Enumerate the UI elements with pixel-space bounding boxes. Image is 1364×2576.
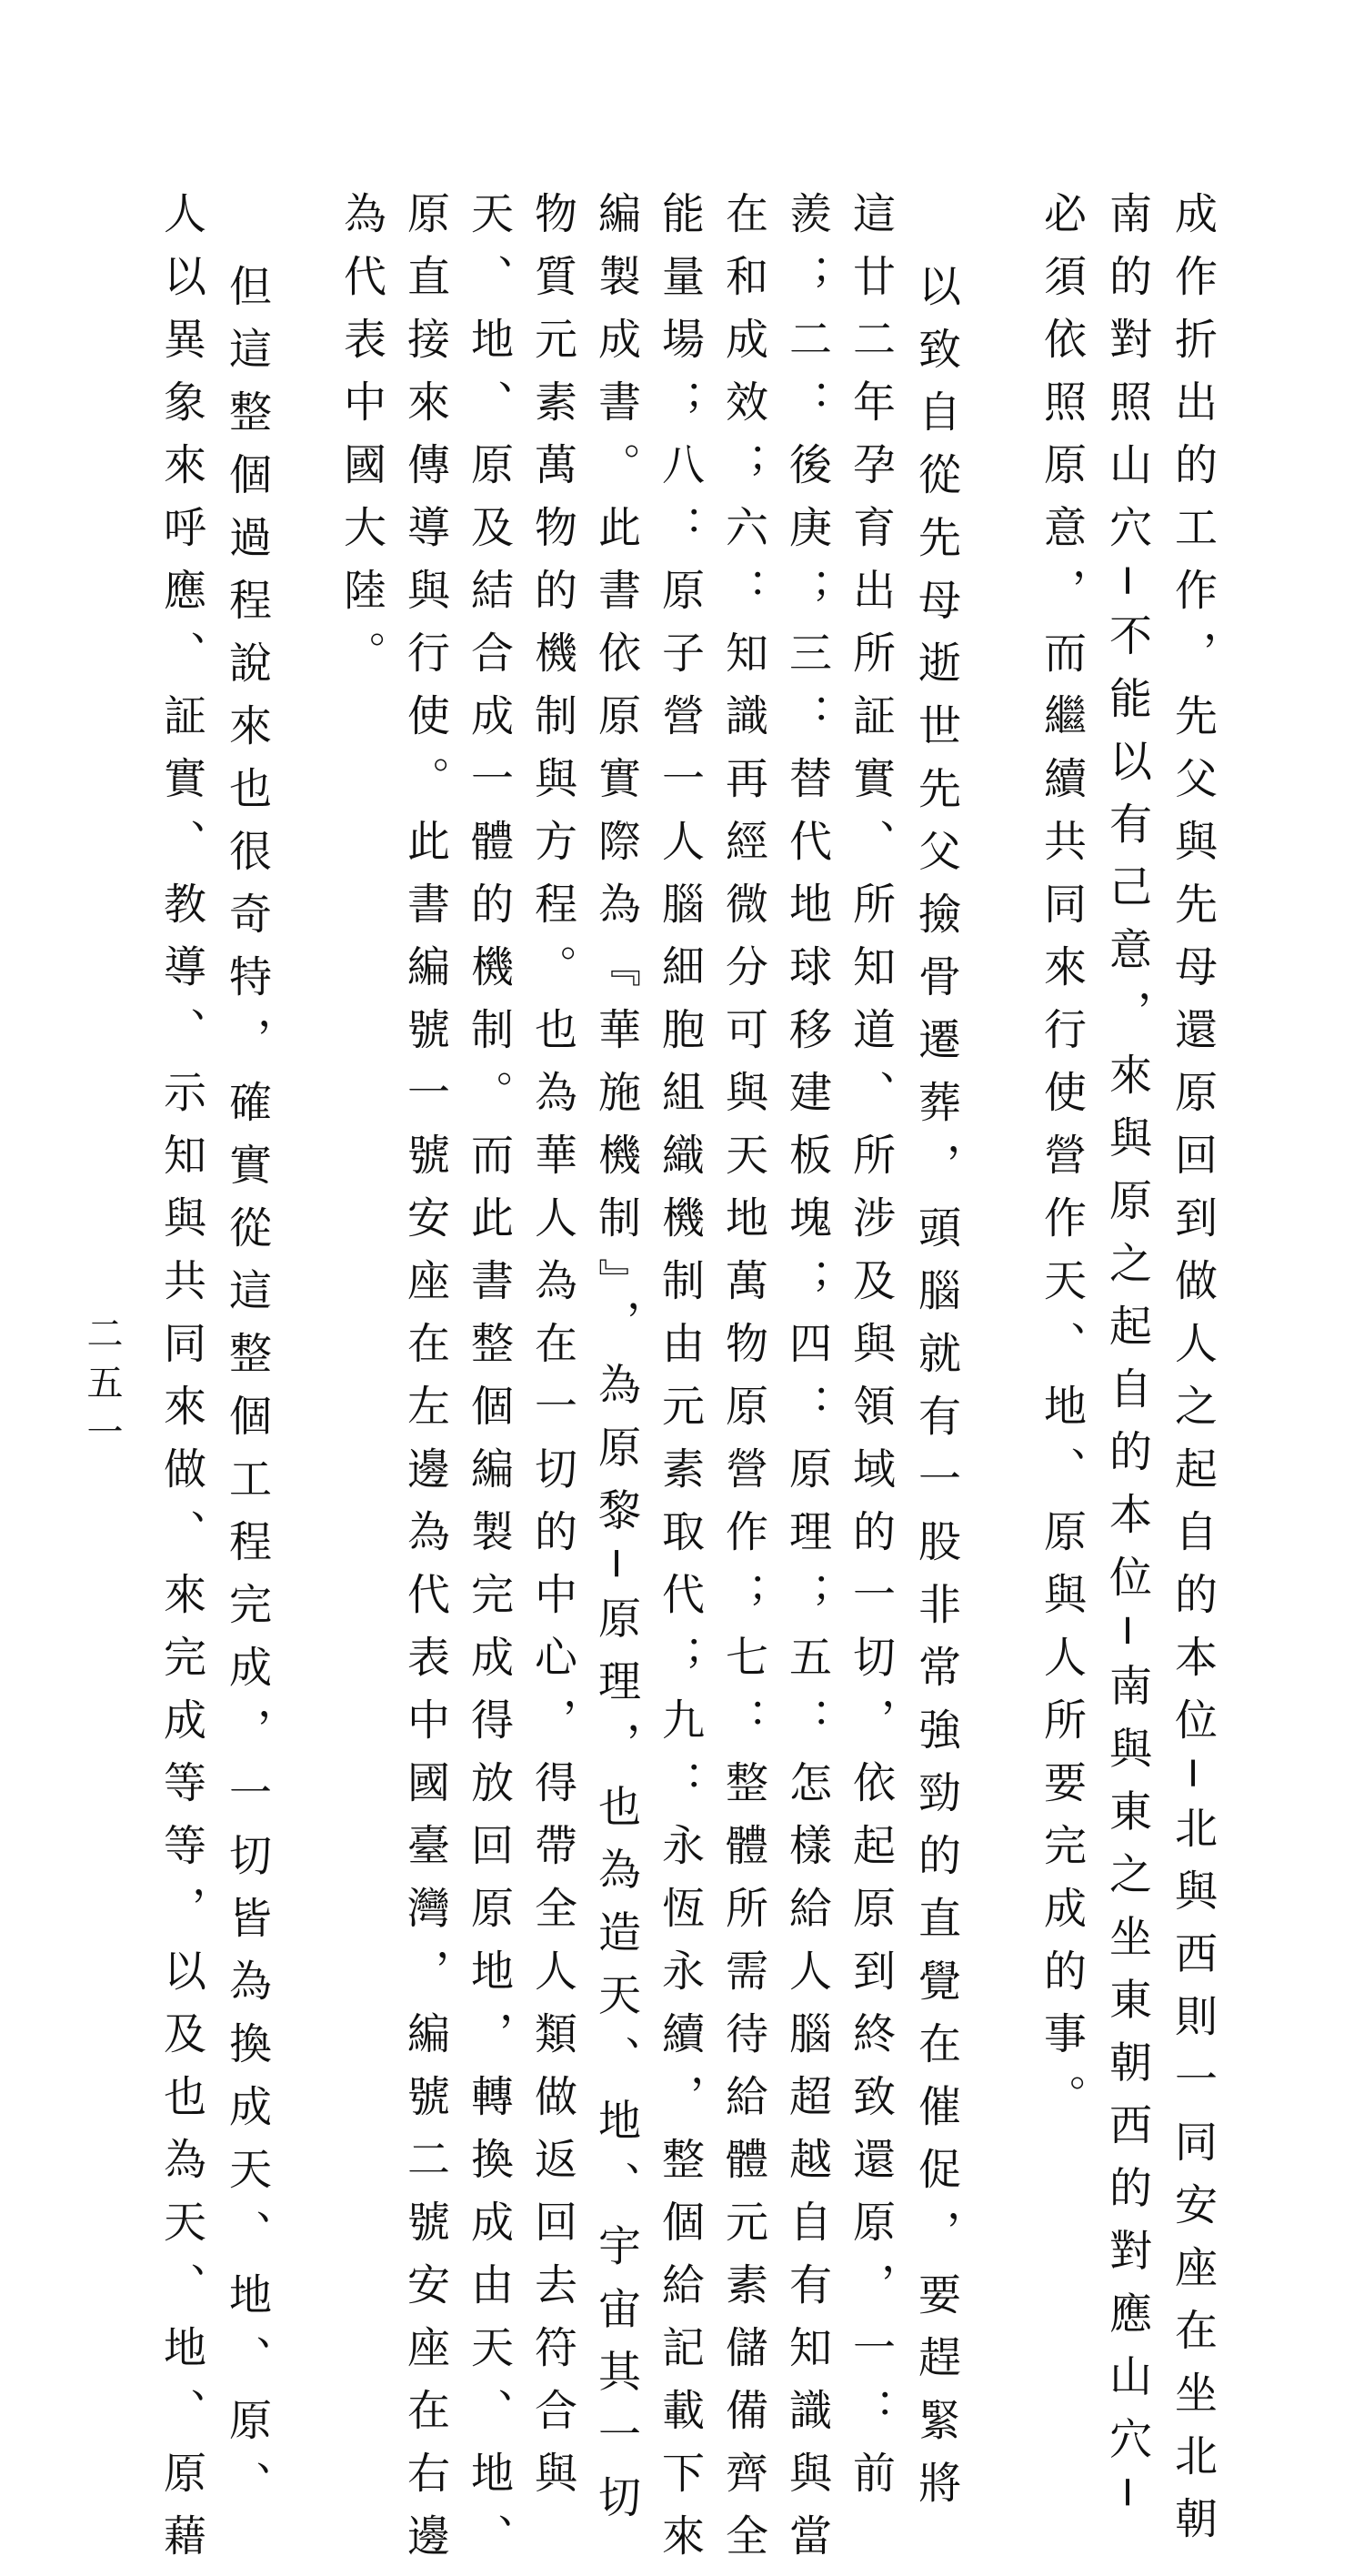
text-column-3: 必須依照原意，而繼續共同來行使營作天、地、原與人所要完成的事。 <box>1037 191 1087 2137</box>
text-column-12: 原直接來傳導與行使。此書編號一號安座在左邊為代表中國臺灣，編號二號安座在右邊 <box>400 191 450 2576</box>
text-column-8: 能量場；八：原子營一人腦細胞組織機制由元素取代；九：永恆永續，整個給記載下來 <box>655 191 705 2576</box>
text-column-1: 成作折出的工作，先父與先母還原回到做人之起自的本位─北與西則一同安座在坐北朝 <box>1168 191 1218 2560</box>
text-column-11: 天、地、原及結合成一體的機制。而此書整個編製完成得放回原地，轉換成由天、地、 <box>464 191 514 2576</box>
text-column-14: 但這整個過程說來也很奇特，確實從這整個工程完成，一切皆為換成天、地、原、 <box>222 264 272 2523</box>
text-column-13: 為代表中國大陸。 <box>336 191 386 693</box>
text-column-15: 人以異象來呼應、証實、教導、示知與共同來做、來完成等等，以及也為天、地、原藉 <box>156 191 206 2576</box>
text-column-9: 編製成書。此書依原實際為『華施機制』，為原黎─原理，也為造天、地、宇宙其一切 <box>591 191 641 2538</box>
page-number: 二五一 <box>81 1314 123 1462</box>
text-column-4: 以致自從先母逝世先父撿骨遷葬，頭腦就有一股非常強勁的直覺在催促，要趕緊將 <box>911 264 961 2523</box>
text-column-7: 在和成效；六：知識再經微分可與天地萬物原營作；七：整體所需待給體元素儲備齊全 <box>718 191 768 2576</box>
text-column-2: 南的對照山穴─不能以有己意，來與原之起自的本位─南與東之坐東朝西的對應山穴─ <box>1102 191 1152 2525</box>
text-column-10: 物質元素萬物的機制與方程。也為華人為在一切的中心，得帶全人類做返回去符合與 <box>527 191 577 2513</box>
text-column-6: 羨；二：後庚；三：替代地球移建板塊；四：原理；五：怎樣給人腦超越自有知識與當 <box>782 191 832 2576</box>
text-column-5: 這廿二年孕育出所証實、所知道、所涉及與領域的一切，依起原到終致還原，一：前 <box>846 191 896 2513</box>
